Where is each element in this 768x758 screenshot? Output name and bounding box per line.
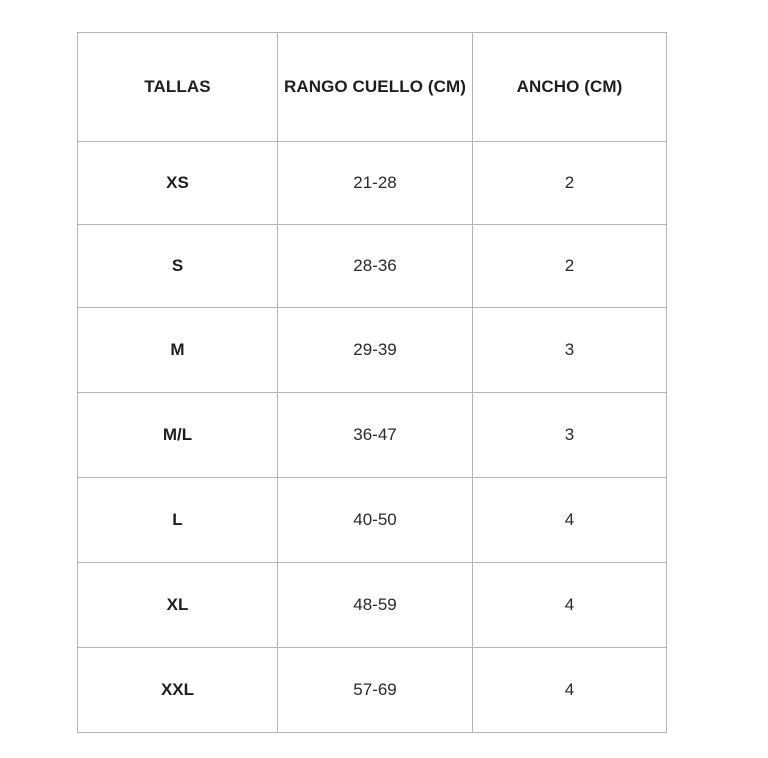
table-row [78,478,667,563]
size-cell: M [78,308,278,393]
width-cell: 2 [473,225,667,308]
header-row [78,33,667,142]
neck-range-cell: 57-69 [278,648,473,733]
table-row [78,393,667,478]
table-row [78,308,667,393]
table-header [78,33,667,142]
table-row [78,142,667,225]
size-cell: S [78,225,278,308]
table-row [78,563,667,648]
neck-range-cell: 36-47 [278,393,473,478]
size-chart-table [77,32,667,733]
table-row [78,225,667,308]
size-cell: L [78,478,278,563]
width-cell: 4 [473,478,667,563]
width-cell: 3 [473,308,667,393]
width-cell: 3 [473,393,667,478]
header-tallas: TALLAS [78,33,278,142]
size-cell: XXL [78,648,278,733]
neck-range-cell: 48-59 [278,563,473,648]
width-cell: 4 [473,563,667,648]
table-body [78,142,667,733]
neck-range-cell: 21-28 [278,142,473,225]
neck-range-cell: 40-50 [278,478,473,563]
size-cell: XL [78,563,278,648]
table-row [78,648,667,733]
size-cell: XS [78,142,278,225]
width-cell: 2 [473,142,667,225]
width-cell: 4 [473,648,667,733]
size-cell: M/L [78,393,278,478]
header-rango-cuello: RANGO CUELLO (CM) [278,33,473,142]
header-ancho: ANCHO (CM) [473,33,667,142]
neck-range-cell: 29-39 [278,308,473,393]
neck-range-cell: 28-36 [278,225,473,308]
